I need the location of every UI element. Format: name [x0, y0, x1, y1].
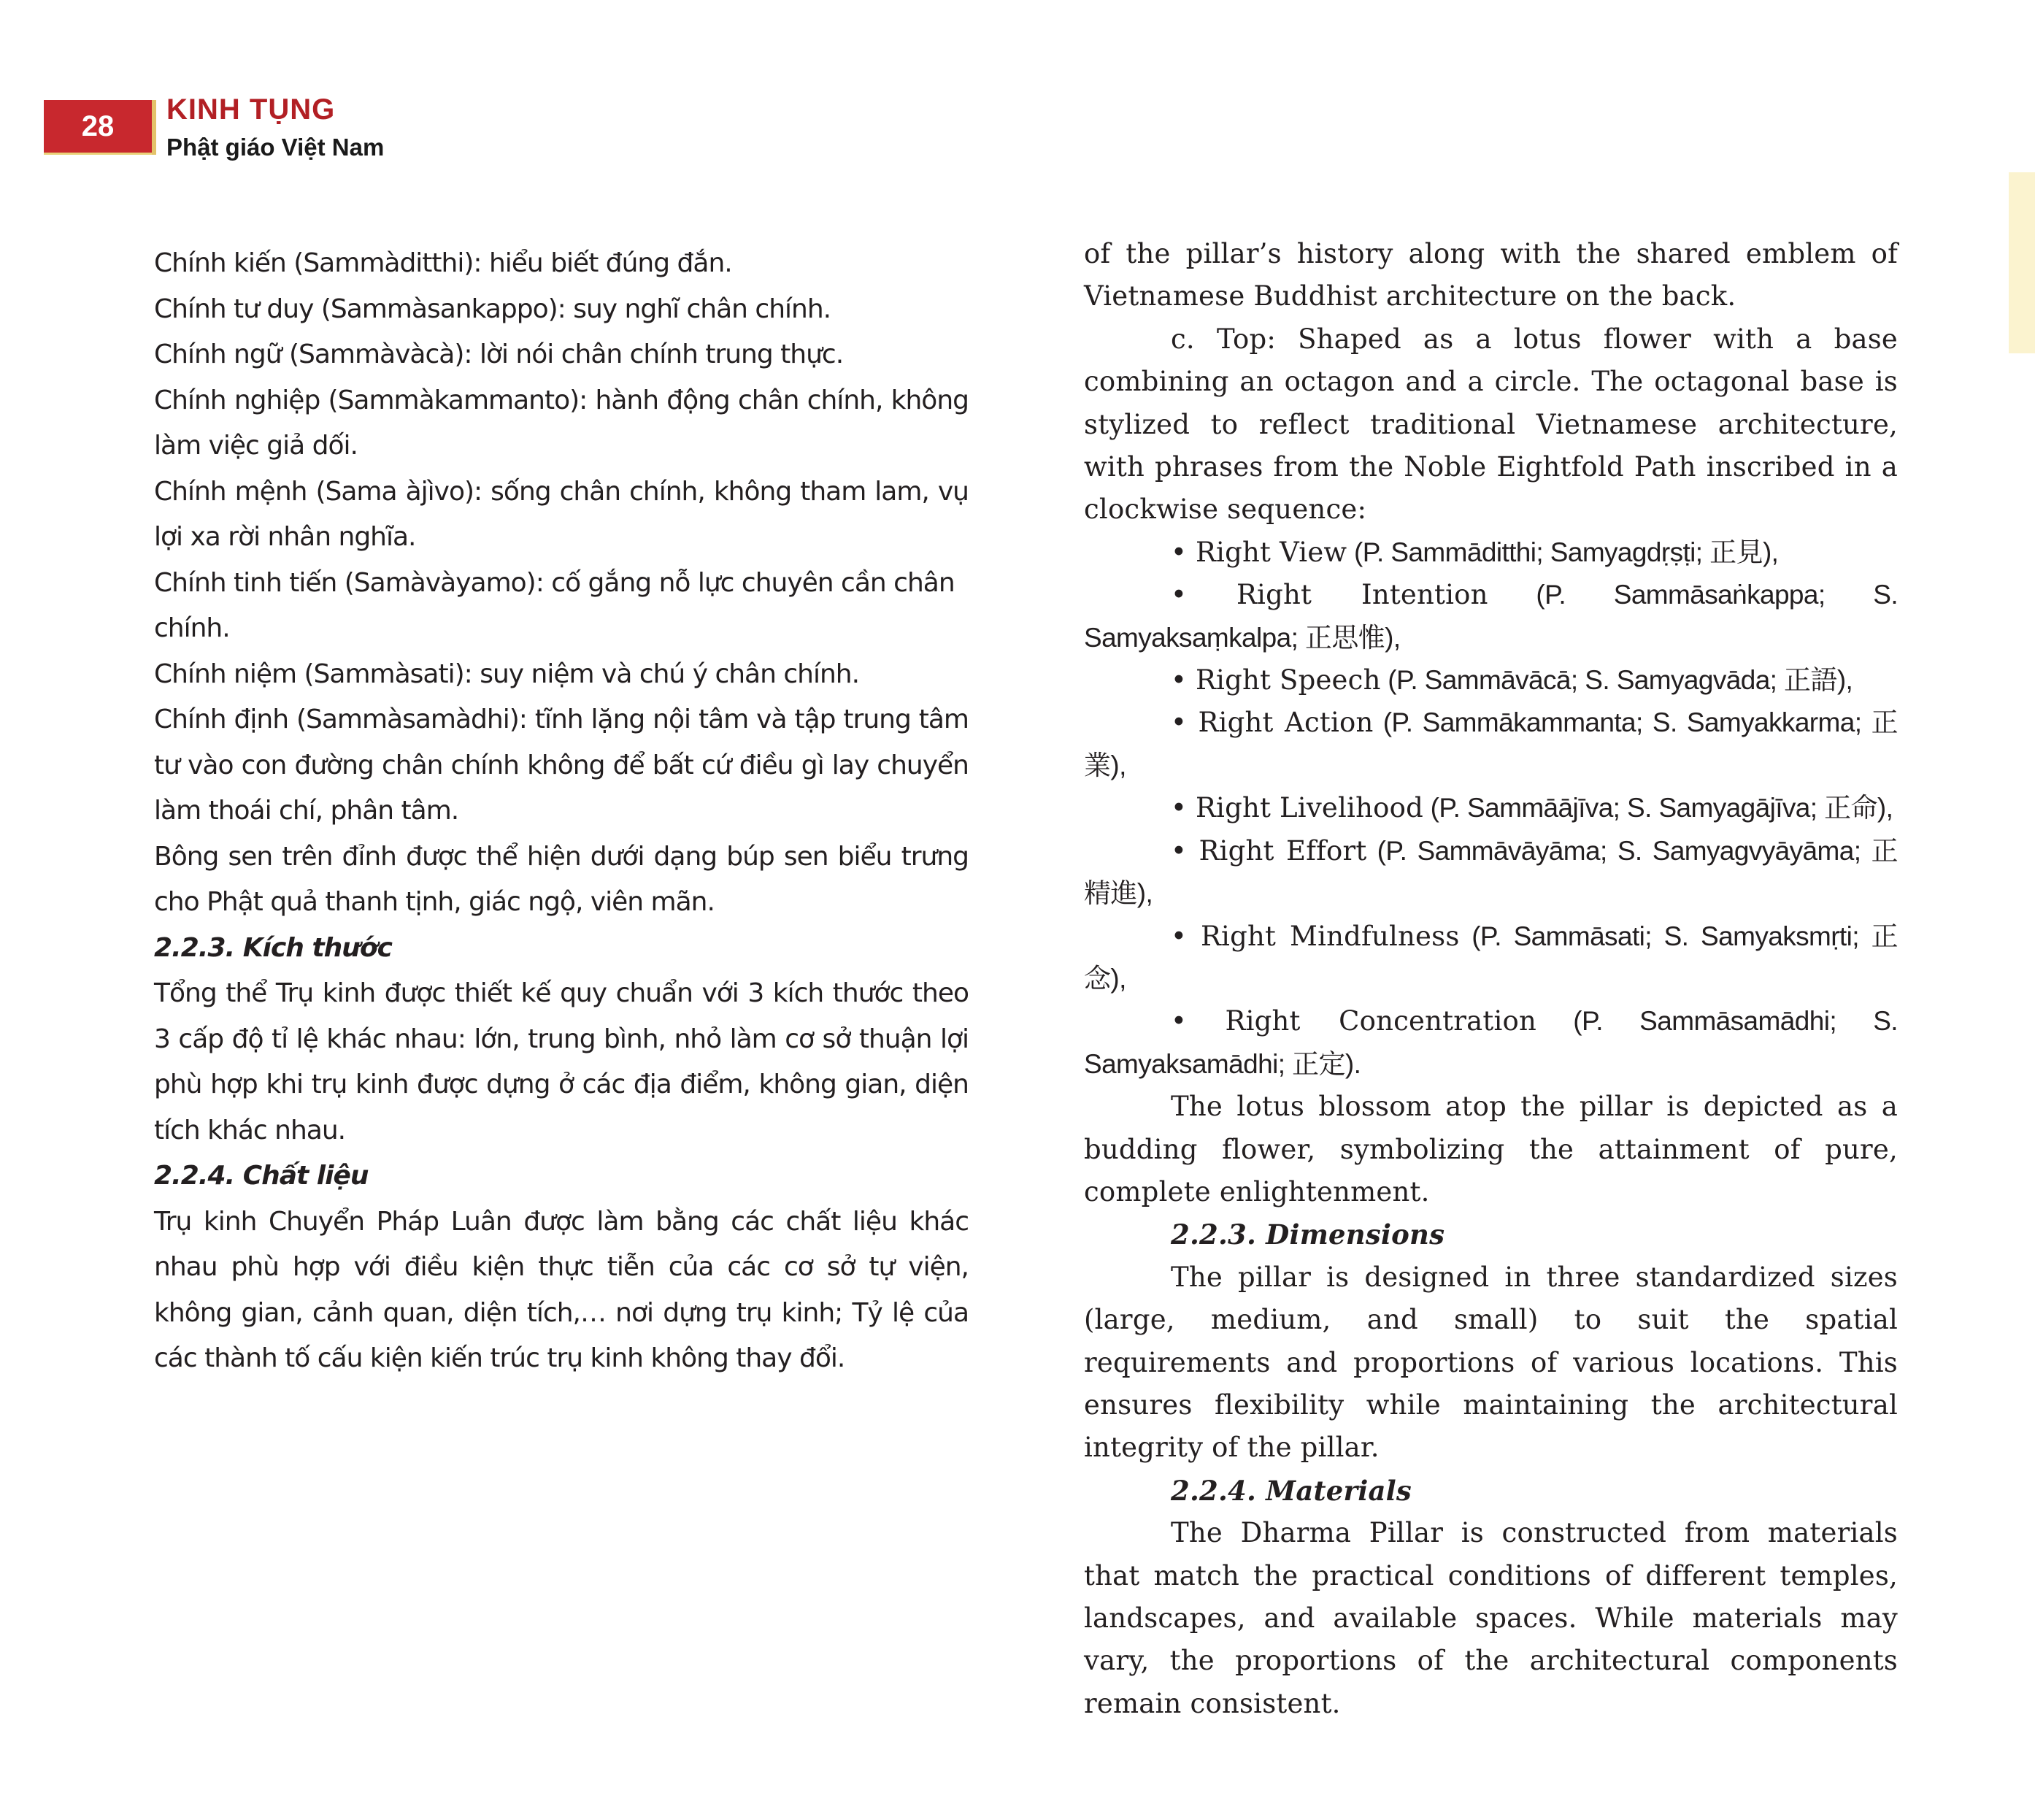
vn-paragraph: Chính niệm (Sammàsati): suy niệm và chú ý chân chính.	[154, 658, 860, 689]
path-item-terms: (P. Sammāsati; S. Samyaksmṛti; 正念),	[1084, 921, 1898, 994]
vn-section-heading: 2.2.3. Kích thước	[154, 932, 392, 963]
vn-paragraph: Trụ kinh Chuyển Pháp Luân được làm bằng các chất liệu khác nhau phù hợp với điều kiện thực tiễn của các cơ sở tự viện, không gian, cảnh quan, diện tích,… nơi dựng trụ kinh; Tỷ lệ của các thành tố cấu kiện kiến trúc trụ kinh không thay đổi.	[154, 1206, 969, 1373]
path-item-name: • Right Speech	[1171, 664, 1381, 696]
path-item-terms: (P. Sammāvācā; S. Samyagvāda; 正語),	[1380, 665, 1853, 696]
path-item	[1084, 659, 1898, 702]
path-item-name: • Right Intention	[1171, 579, 1488, 611]
path-item-name: • Right Effort	[1171, 834, 1367, 867]
path-item-terms: (P. Sammākammanta; S. Samyakkarma; 正業),	[1084, 707, 1898, 780]
path-item	[1084, 830, 1898, 915]
path-item	[1084, 702, 1898, 787]
path-item-name: • Right Concentration	[1171, 1005, 1537, 1037]
en-paragraph: The lotus blossom atop the pillar is depicted as a budding flower, symbolizing the attainment of pure, complete enlightenment.	[1084, 1091, 1898, 1207]
vn-paragraph: Chính nghiệp (Sammàkammanto): hành động chân chính, không làm việc giả dối.	[154, 385, 969, 461]
path-item-terms: (P. Sammāsamādhi; S. Samyaksamādhi; 正定).	[1084, 1006, 1898, 1079]
path-item	[1084, 574, 1898, 659]
path-item-terms: (P. Sammāājīva; S. Samyagājīva; 正命),	[1423, 793, 1893, 823]
page-number: 28	[44, 100, 152, 155]
vn-paragraph: Bông sen trên đỉnh được thể hiện dưới dạng búp sen biểu trưng cho Phật quả thanh tịnh, giác ngộ, viên mãn.	[154, 841, 969, 917]
header-divider	[152, 100, 156, 155]
vn-paragraph: Tổng thể Trụ kinh được thiết kế quy chuẩn với 3 kích thước theo 3 cấp độ tỉ lệ khác nhau: lớn, trung bình, nhỏ làm cơ sở thuận lợi phù hợp khi trụ kinh được dựng ở các địa điểm, không gian, diện tích khác nhau.	[154, 978, 969, 1145]
en-paragraph: of the pillar’s history along with the shared emblem of Vietnamese Buddhist architecture on the back.	[1084, 238, 1898, 312]
path-item	[1084, 787, 1898, 829]
path-item-name: • Right Mindfulness	[1171, 920, 1460, 952]
vn-paragraph: Chính tinh tiến (Samàvàyamo): cố gắng nỗ lực chuyên cần chân chính.	[154, 567, 955, 643]
path-item	[1084, 915, 1898, 1001]
path-item-terms: (P. Sammāditthi; Samyagdṛṣṭi; 正見),	[1347, 537, 1779, 567]
vn-paragraph: Chính tư duy (Sammàsankappo): suy nghĩ chân chính.	[154, 293, 831, 324]
path-item-terms: (P. Sammāvāyāma; S. Samyagvyāyāma; 正精進),	[1084, 835, 1898, 909]
book-title: KINH TỤNG	[166, 93, 336, 126]
en-paragraph: The pillar is designed in three standardized sizes (large, medium, and small) to suit the spatial requirements and proportions of various locations. This ensures flexibility while maintaining the architectural integrity of the pillar.	[1084, 1261, 1898, 1464]
side-tab-marker	[2009, 172, 2035, 353]
path-item-name: • Right View	[1171, 536, 1347, 568]
path-item-terms: (P. Sammāsaṅkappa; S. Samyaksaṃkalpa; 正思惟),	[1084, 580, 1898, 653]
path-item-name: • Right Action	[1171, 707, 1374, 739]
vn-section-heading: 2.2.4. Chất liệu	[154, 1161, 369, 1191]
en-section-heading: 2.2.3. Dimensions	[1171, 1218, 1445, 1251]
vn-paragraph: Chính kiến (Sammàditthi): hiểu biết đúng đắn.	[154, 248, 732, 278]
vn-paragraph: Chính mệnh (Sama àjìvo): sống chân chính, không tham lam, vụ lợi xa rời nhân nghĩa.	[154, 476, 969, 552]
vn-paragraph: Chính định (Sammàsamàdhi): tĩnh lặng nội tâm và tập trung tâm tư vào con đường chân chính không để bất cứ điều gì lay chuyển làm thoái chí, phân tâm.	[154, 704, 969, 826]
en-paragraph: c. Top: Shaped as a lotus flower with a base combining an octagon and a circle. The octagonal base is stylized to reflect traditional Vietnamese architecture, with phrases from the Noble Eightfold Path inscribed in a clockwise sequence:	[1084, 323, 1898, 526]
en-paragraph: The Dharma Pillar is constructed from materials that match the practical conditions of different temples, landscapes, and available spaces. While materials may vary, the proportions of the architectural components remain consistent.	[1084, 1517, 1898, 1719]
path-item	[1084, 531, 1898, 574]
vietnamese-column	[154, 241, 969, 1382]
book-subtitle: Phật giáo Việt Nam	[166, 134, 385, 161]
en-section-heading: 2.2.4. Materials	[1171, 1474, 1412, 1507]
vn-paragraph: Chính ngữ (Sammàvàcà): lời nói chân chính trung thực.	[154, 339, 844, 369]
path-item	[1084, 1000, 1898, 1086]
english-column	[1084, 233, 1898, 1725]
path-item-name: • Right Livelihood	[1171, 792, 1423, 824]
